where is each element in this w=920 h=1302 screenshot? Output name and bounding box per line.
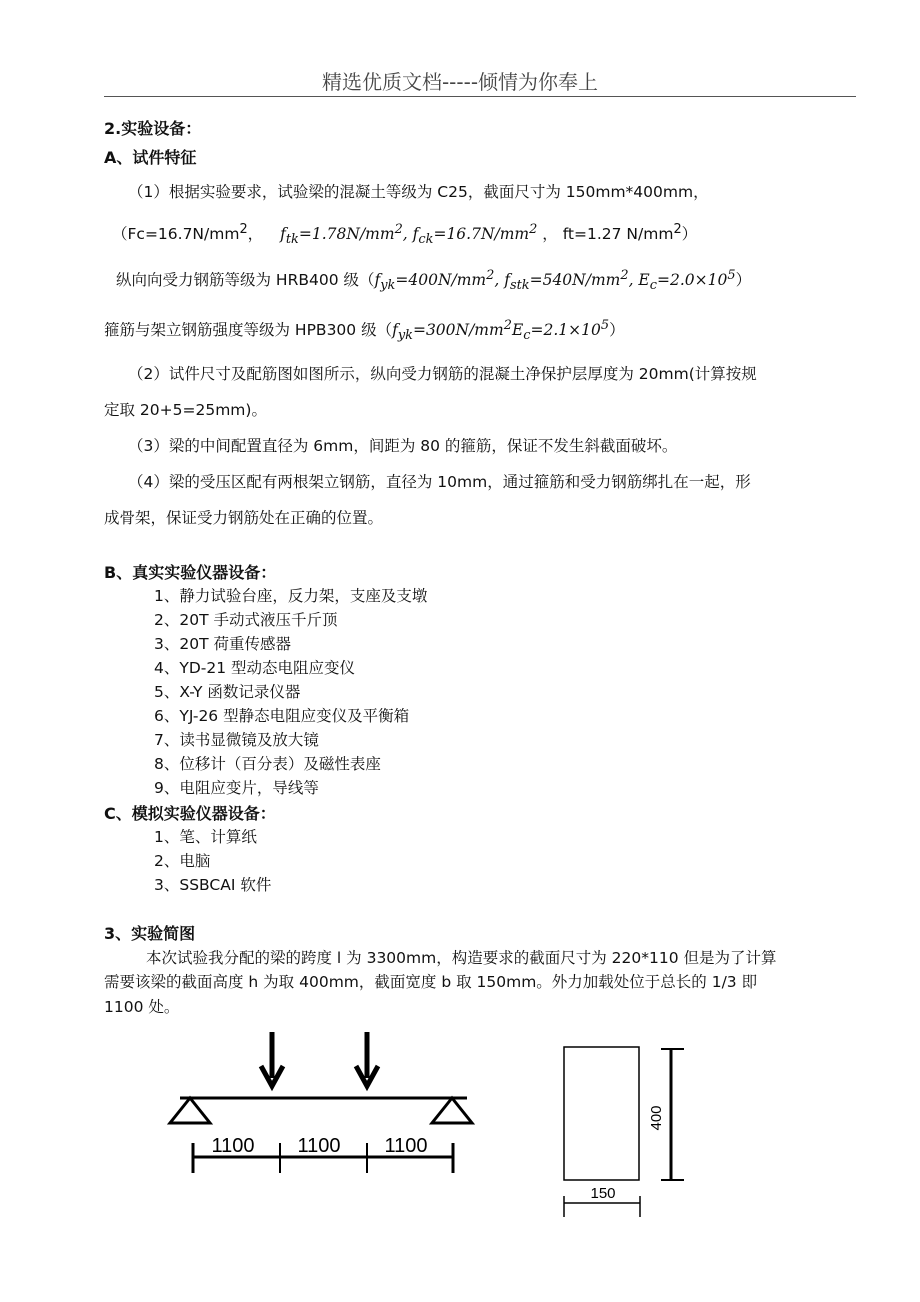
list-item: 5、X-Y 函数记录仪器 xyxy=(154,683,301,701)
hpb300-label: 箍筋与架立钢筋强度等级为 HPB300 级（ xyxy=(104,321,393,340)
section-2-heading: 2.实验设备： xyxy=(104,119,202,138)
part-c-heading: C、模拟实验仪器设备： xyxy=(104,804,276,823)
part-a-paragraph-7a: （4）梁的受压区配有两根架立钢筋，直径为 10mm，通过箍筋和受力钢筋绑扎在一起，形 xyxy=(128,473,751,491)
list-item: 7、读书显微镜及放大镜 xyxy=(154,731,319,749)
hrb400-label: 纵向向受力钢筋等级为 HRB400 级（ xyxy=(116,271,375,290)
part-a-paragraph-7b: 成骨架，保证受力钢筋处在正确的位置。 xyxy=(104,509,384,527)
formula-hpb300: $f_{yk}=300N/mm^2E_c=2.1\times 10^5$ xyxy=(392,318,610,344)
list-item: 8、位移计（百分表）及磁性表座 xyxy=(154,755,381,773)
section-3-paragraph-line-2: 需要该梁的截面高度 h 为取 400mm，截面宽度 b 取 150mm。外力加载处位于总长的 1/3 即 xyxy=(104,973,758,991)
part-b-heading: B、真实实验仪器设备： xyxy=(104,563,277,582)
section-3-heading: 3、实验简图 xyxy=(104,924,196,943)
part-a-heading: A、试件特征 xyxy=(104,148,197,167)
list-item: 4、YD-21 型动态电阻应变仪 xyxy=(154,659,356,677)
list-item: 3、20T 荷重传感器 xyxy=(154,635,291,653)
part-a-paragraph-1: （1）根据实验要求，试验梁的混凝土等级为 C25，截面尺寸为 150mm*400mm， xyxy=(128,183,709,201)
section-3-paragraph-line-3: 1100 处。 xyxy=(104,998,180,1016)
section-3-paragraph-line-1: 本次试验我分配的梁的跨度 l 为 3300mm，构造要求的截面尺寸为 220*110 但是为了计算 xyxy=(146,949,777,967)
part-a-paragraph-5b: 定取 20+5=25mm)。 xyxy=(104,401,267,419)
span-label-2: 1100 xyxy=(297,1135,341,1157)
list-item: 1、静力试验台座，反力架，支座及支墩 xyxy=(154,587,428,605)
list-item: 3、SSBCAI 软件 xyxy=(154,876,272,894)
part-a-paragraph-3: 纵向向受力钢筋等级为 HRB400 级（$f_{yk}=400N/mm^2$, $f_{stk}=540N/mm^2$, $E_c=2.0\times 10^5$） xyxy=(116,268,752,294)
span-label-1: 1100 xyxy=(211,1135,255,1157)
list-item: 9、电阻应变片，导线等 xyxy=(154,779,319,797)
formula-ftk: $f_{tk}=1.78N/mm^2$, $f_{ck}=16.7N/mm^2$ xyxy=(280,222,538,248)
section-height-label: 400 xyxy=(648,1105,665,1131)
page-header-title: 精选优质文档-----倾情为你奉上 xyxy=(321,70,599,94)
list-item: 2、20T 手动式液压千斤顶 xyxy=(154,611,338,629)
cross-section-rect xyxy=(564,1047,639,1180)
formula-fc: （$Fc=16.7N/mm^2$， xyxy=(112,222,264,244)
list-item: 1、笔、计算纸 xyxy=(154,828,257,846)
section-width-label: 150 xyxy=(590,1185,616,1202)
span-label-3: 1100 xyxy=(384,1135,428,1157)
part-a-paragraph-6: （3）梁的中间配置直径为 6mm，间距为 80 的箍筋，保证不发生斜截面破坏。 xyxy=(128,437,678,455)
formula-hrb400: $f_{yk}=400N/mm^2$, $f_{stk}=540N/mm^2$, $E_c=2.0\times 10^5$ xyxy=(374,268,736,294)
support-left xyxy=(170,1098,210,1123)
part-a-paragraph-5a: （2）试件尺寸及配筋图如图所示，纵向受力钢筋的混凝土净保护层厚度为 20mm(计算按规 xyxy=(128,365,757,383)
cross-section-schematic xyxy=(564,1047,684,1217)
list-item: 6、YJ-26 型静态电阻应变仪及平衡箱 xyxy=(154,707,410,725)
formula-ft: ， ft=1.27 $N/mm^2$） xyxy=(542,222,698,244)
support-right xyxy=(432,1098,472,1123)
part-a-paragraph-4: 箍筋与架立钢筋强度等级为 HPB300 级$(f_{yk}=300N/mm^2E_c=2.1\times 10^5)$ xyxy=(104,318,625,344)
list-item: 2、电脑 xyxy=(154,852,211,870)
